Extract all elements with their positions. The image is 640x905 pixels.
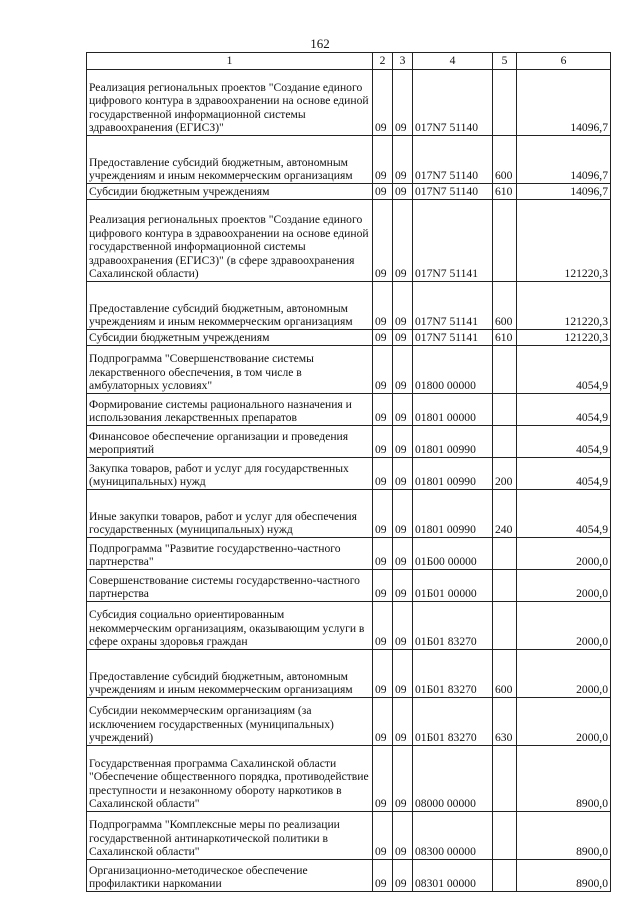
section-code: 09 [373,136,393,184]
row-name: Финансовое обеспечение организации и проведения мероприятий [87,426,373,458]
section-code: 09 [373,602,393,650]
expense-type-code: 600 [493,136,517,184]
subsection-code: 09 [393,330,413,346]
row-name: Иные закупки товаров, работ и услуг для обеспечения государственных (муниципальных) нужд [87,490,373,538]
expense-type-code: 600 [493,650,517,698]
subsection-code: 09 [393,650,413,698]
amount: 8900,0 [517,812,611,860]
amount: 4054,9 [517,426,611,458]
section-code: 09 [373,458,393,490]
target-article-code: 01801 00990 [413,490,493,538]
subsection-code: 09 [393,458,413,490]
subsection-code: 09 [393,538,413,570]
column-number-row [87,53,611,70]
expense-type-code: 630 [493,698,517,746]
target-article-code: 01Б01 83270 [413,698,493,746]
expense-type-code: 610 [493,330,517,346]
target-article-code: 017N7 51141 [413,330,493,346]
subsection-code: 09 [393,184,413,200]
row-name: Реализация региональных проектов "Создание единого цифрового контура в здравоохранении на основе единой государственной информационной системы здравоохранения (ЕГИСЗ)" [87,70,373,136]
amount: 2000,0 [517,538,611,570]
page-number: 162 [310,36,330,51]
target-article-code: 017N7 51141 [413,282,493,330]
target-article-code: 01801 00990 [413,426,493,458]
target-article-code: 017N7 51140 [413,184,493,200]
target-article-code: 017N7 51140 [413,136,493,184]
table-row [87,200,611,282]
column-header: 1 [87,53,373,70]
amount: 14096,7 [517,136,611,184]
amount: 121220,3 [517,200,611,282]
expense-type-code [493,200,517,282]
subsection-code: 09 [393,200,413,282]
expense-type-code [493,860,517,892]
target-article-code: 01Б00 00000 [413,538,493,570]
target-article-code: 08301 00000 [413,860,493,892]
row-name: Предоставление субсидий бюджетным, автономным учреждениям и иным некоммерческим организациям [87,136,373,184]
row-name: Организационно-методическое обеспечение профилактики наркомании [87,860,373,892]
row-name: Субсидии бюджетным учреждениям [87,184,373,200]
column-header: 6 [517,53,611,70]
row-name: Субсидии некоммерческим организациям (за исключением государственных (муниципальных) учреждений) [87,698,373,746]
row-name: Предоставление субсидий бюджетным, автономным учреждениям и иным некоммерческим организациям [87,650,373,698]
table-body [87,70,611,892]
amount: 4054,9 [517,490,611,538]
subsection-code: 09 [393,70,413,136]
subsection-code: 09 [393,282,413,330]
table-row [87,812,611,860]
column-header: 2 [373,53,393,70]
expense-type-code [493,70,517,136]
amount: 2000,0 [517,602,611,650]
table-row [87,602,611,650]
target-article-code: 01801 00990 [413,458,493,490]
row-name: Формирование системы рационального назначения и использования лекарственных препаратов [87,394,373,426]
amount: 14096,7 [517,184,611,200]
amount: 2000,0 [517,650,611,698]
row-name: Субсидия социально ориентированным некоммерческим организациям, оказывающим услуги в сфере охраны здоровья граждан [87,602,373,650]
amount: 2000,0 [517,698,611,746]
expense-type-code [493,426,517,458]
amount: 121220,3 [517,330,611,346]
section-code: 09 [373,70,393,136]
amount: 8900,0 [517,746,611,812]
section-code: 09 [373,346,393,394]
table-row [87,746,611,812]
expense-type-code [493,538,517,570]
subsection-code: 09 [393,698,413,746]
table-row [87,136,611,184]
target-article-code: 01800 00000 [413,346,493,394]
subsection-code: 09 [393,490,413,538]
subsection-code: 09 [393,426,413,458]
subsection-code: 09 [393,570,413,602]
section-code: 09 [373,282,393,330]
section-code: 09 [373,746,393,812]
expense-type-code [493,346,517,394]
table-row [87,650,611,698]
expense-type-code: 200 [493,458,517,490]
expense-type-code [493,602,517,650]
section-code: 09 [373,200,393,282]
section-code: 09 [373,570,393,602]
expense-type-code: 600 [493,282,517,330]
amount: 8900,0 [517,860,611,892]
target-article-code: 08000 00000 [413,746,493,812]
table-row [87,458,611,490]
row-name: Реализация региональных проектов "Создание единого цифрового контура в здравоохранении на основе единой государственной информационной системы здравоохранения (ЕГИСЗ)" (в сфере здравоохранения Сахалинской области) [87,200,373,282]
row-name: Субсидии бюджетным учреждениям [87,330,373,346]
row-name: Государственная программа Сахалинской области "Обеспечение общественного порядка, противодействие преступности и незаконному обороту наркотиков в Сахалинской области" [87,746,373,812]
column-header: 4 [413,53,493,70]
target-article-code: 01Б01 00000 [413,570,493,602]
target-article-code: 01Б01 83270 [413,650,493,698]
section-code: 09 [373,330,393,346]
expense-type-code: 240 [493,490,517,538]
expense-type-code: 610 [493,184,517,200]
subsection-code: 09 [393,812,413,860]
table-row [87,330,611,346]
amount: 4054,9 [517,458,611,490]
amount: 2000,0 [517,570,611,602]
expense-type-code [493,570,517,602]
section-code: 09 [373,184,393,200]
expense-type-code [493,394,517,426]
section-code: 09 [373,426,393,458]
target-article-code: 01Б01 83270 [413,602,493,650]
amount: 4054,9 [517,394,611,426]
column-header: 5 [493,53,517,70]
expense-type-code [493,746,517,812]
target-article-code: 017N7 51141 [413,200,493,282]
table-row [87,394,611,426]
table-row [87,538,611,570]
table-row [87,426,611,458]
column-header: 3 [393,53,413,70]
table-row [87,490,611,538]
table-row [87,184,611,200]
section-code: 09 [373,394,393,426]
table-row [87,346,611,394]
subsection-code: 09 [393,136,413,184]
subsection-code: 09 [393,346,413,394]
section-code: 09 [373,538,393,570]
table-row [87,282,611,330]
amount: 4054,9 [517,346,611,394]
expense-type-code [493,812,517,860]
row-name: Подпрограмма "Комплексные меры по реализации государственной антинаркотической политики в Сахалинской области" [87,812,373,860]
section-code: 09 [373,860,393,892]
row-name: Совершенствование системы государственно-частного партнерства [87,570,373,602]
section-code: 09 [373,812,393,860]
table-row [87,698,611,746]
subsection-code: 09 [393,602,413,650]
row-name: Закупка товаров, работ и услуг для государственных (муниципальных) нужд [87,458,373,490]
section-code: 09 [373,650,393,698]
table-row [87,860,611,892]
amount: 14096,7 [517,70,611,136]
table-row [87,70,611,136]
row-name: Предоставление субсидий бюджетным, автономным учреждениям и иным некоммерческим организациям [87,282,373,330]
subsection-code: 09 [393,394,413,426]
target-article-code: 017N7 51140 [413,70,493,136]
target-article-code: 01801 00000 [413,394,493,426]
row-name: Подпрограмма "Развитие государственно-частного партнерства" [87,538,373,570]
amount: 121220,3 [517,282,611,330]
subsection-code: 09 [393,746,413,812]
budget-table [86,52,611,892]
target-article-code: 08300 00000 [413,812,493,860]
section-code: 09 [373,698,393,746]
table-row [87,570,611,602]
section-code: 09 [373,490,393,538]
subsection-code: 09 [393,860,413,892]
row-name: Подпрограмма "Совершенствование системы лекарственного обеспечения, в том числе в амбулаторных условиях" [87,346,373,394]
